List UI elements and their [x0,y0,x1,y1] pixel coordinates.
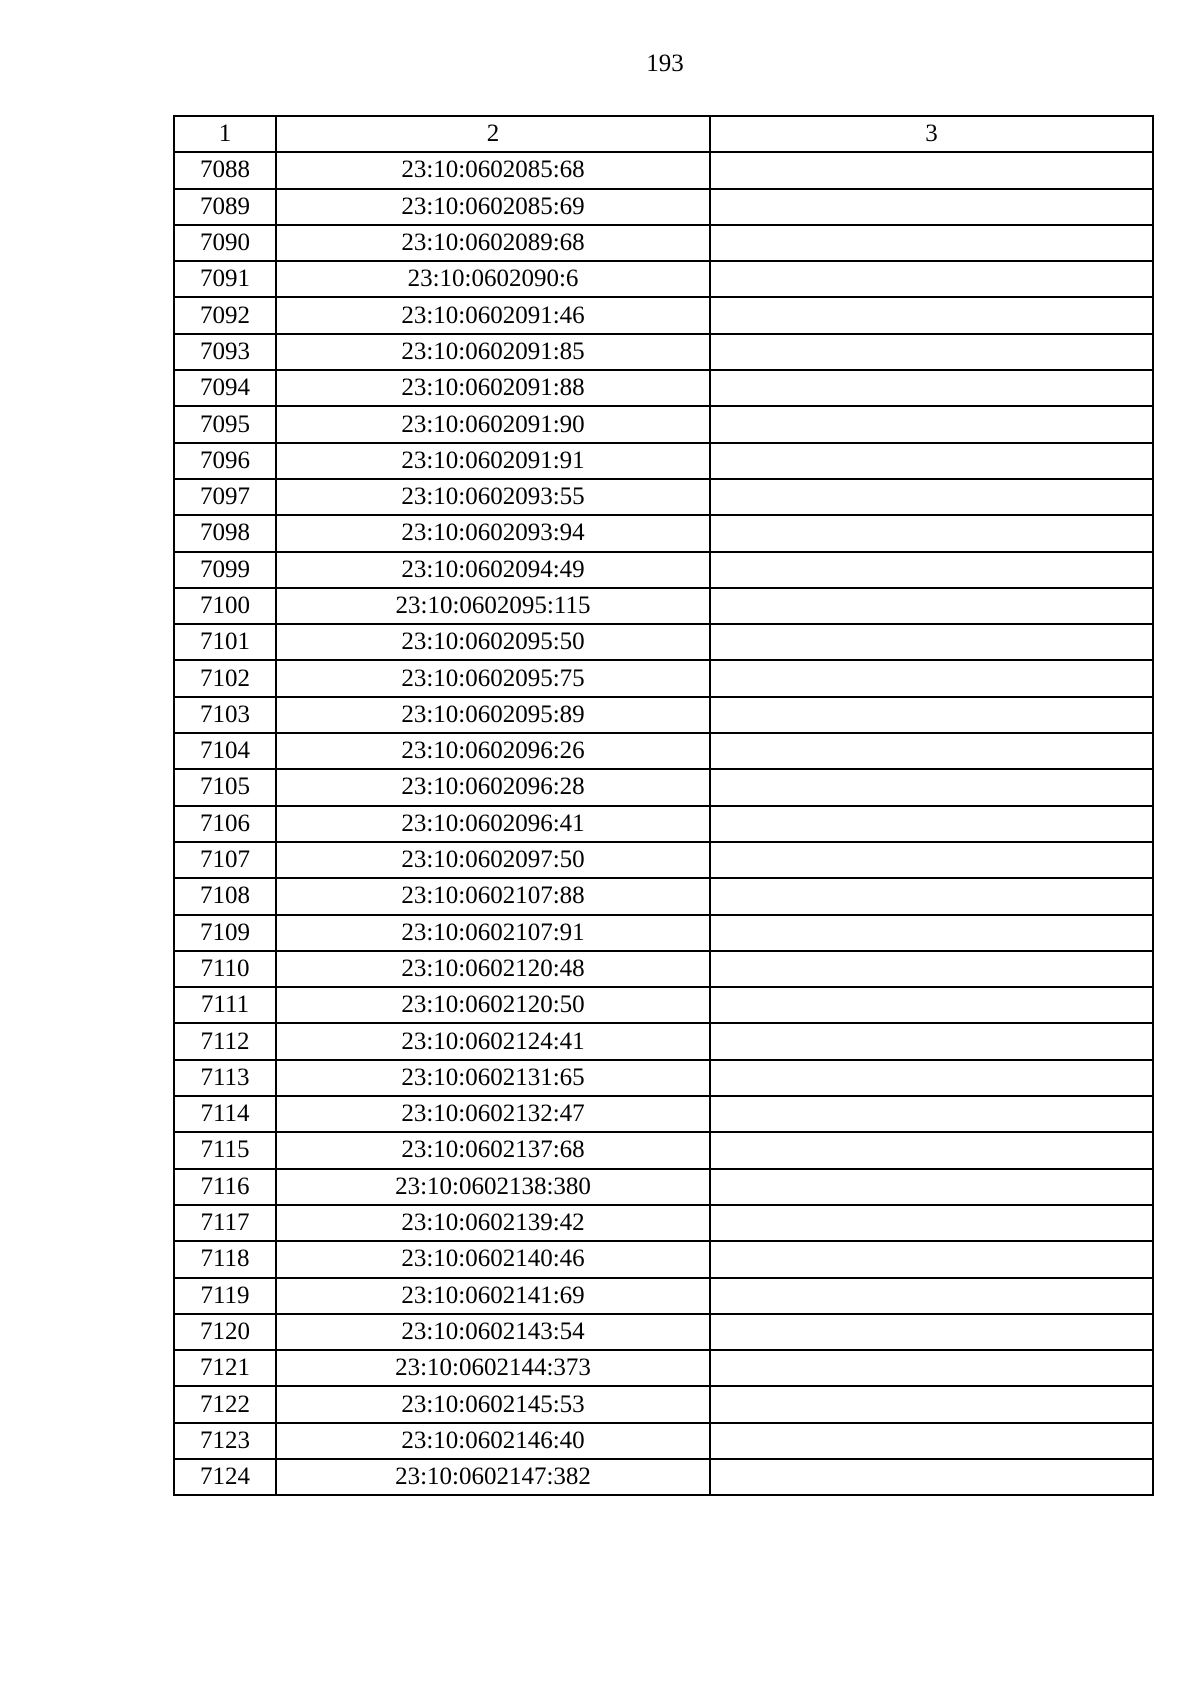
note-cell [710,225,1153,261]
row-number-cell: 7123 [174,1423,276,1459]
table-row [174,915,1153,951]
cadastral-number-cell: 23:10:0602138:380 [276,1169,710,1205]
cadastral-number-cell: 23:10:0602120:50 [276,987,710,1023]
table-row [174,1132,1153,1168]
cadastral-number-cell: 23:10:0602095:115 [276,588,710,624]
note-cell [710,1096,1153,1132]
table-row [174,1169,1153,1205]
row-number-cell: 7094 [174,370,276,406]
row-number-cell: 7114 [174,1096,276,1132]
cadastral-number-cell: 23:10:0602085:69 [276,189,710,225]
cadastral-number-cell: 23:10:0602124:41 [276,1023,710,1059]
note-cell [710,1459,1153,1495]
table-body [174,152,1153,1495]
row-number-cell: 7115 [174,1132,276,1168]
cadastral-number-cell: 23:10:0602146:40 [276,1423,710,1459]
row-number-cell: 7113 [174,1060,276,1096]
row-number-cell: 7116 [174,1169,276,1205]
row-number-cell: 7118 [174,1241,276,1277]
row-number-cell: 7122 [174,1386,276,1422]
table-row [174,334,1153,370]
note-cell [710,842,1153,878]
note-cell [710,297,1153,333]
row-number-cell: 7089 [174,189,276,225]
table-row [174,624,1153,660]
row-number-cell: 7121 [174,1350,276,1386]
cadastral-number-cell: 23:10:0602093:55 [276,479,710,515]
row-number-cell: 7096 [174,443,276,479]
cadastral-number-cell: 23:10:0602089:68 [276,225,710,261]
cadastral-number-cell: 23:10:0602139:42 [276,1205,710,1241]
table-row [174,1096,1153,1132]
table-row [174,261,1153,297]
cadastral-number-cell: 23:10:0602131:65 [276,1060,710,1096]
note-cell [710,733,1153,769]
cadastral-number-cell: 23:10:0602096:28 [276,769,710,805]
note-cell [710,697,1153,733]
row-number-cell: 7097 [174,479,276,515]
table-row [174,697,1153,733]
cadastral-number-cell: 23:10:0602095:89 [276,697,710,733]
table-row [174,1459,1153,1495]
cadastral-number-cell: 23:10:0602097:50 [276,842,710,878]
row-number-cell: 7112 [174,1023,276,1059]
cadastral-number-cell: 23:10:0602091:46 [276,297,710,333]
table-row [174,225,1153,261]
table-row [174,1060,1153,1096]
note-cell [710,334,1153,370]
row-number-cell: 7095 [174,406,276,442]
cadastral-number-cell: 23:10:0602091:90 [276,406,710,442]
cadastral-number-cell: 23:10:0602145:53 [276,1386,710,1422]
table-row [174,987,1153,1023]
table-row [174,1350,1153,1386]
note-cell [710,1241,1153,1277]
note-cell [710,1205,1153,1241]
row-number-cell: 7107 [174,842,276,878]
cadastral-number-cell: 23:10:0602090:6 [276,261,710,297]
cadastral-number-cell: 23:10:0602140:46 [276,1241,710,1277]
column-header-2: 2 [276,116,710,152]
row-number-cell: 7090 [174,225,276,261]
table-row [174,1278,1153,1314]
note-cell [710,1023,1153,1059]
note-cell [710,552,1153,588]
note-cell [710,915,1153,951]
cadastral-number-cell: 23:10:0602094:49 [276,552,710,588]
table-row [174,878,1153,914]
table-row [174,552,1153,588]
table-row [174,1205,1153,1241]
row-number-cell: 7099 [174,552,276,588]
note-cell [710,1350,1153,1386]
table-row [174,297,1153,333]
cadastral-number-cell: 23:10:0602147:382 [276,1459,710,1495]
row-number-cell: 7088 [174,152,276,188]
row-number-cell: 7120 [174,1314,276,1350]
cadastral-number-cell: 23:10:0602096:26 [276,733,710,769]
column-header-3: 3 [710,116,1153,152]
row-number-cell: 7111 [174,987,276,1023]
table-row [174,842,1153,878]
note-cell [710,660,1153,696]
table-row [174,1023,1153,1059]
note-cell [710,189,1153,225]
note-cell [710,1132,1153,1168]
note-cell [710,1060,1153,1096]
row-number-cell: 7104 [174,733,276,769]
cadastral-number-cell: 23:10:0602144:373 [276,1350,710,1386]
note-cell [710,152,1153,188]
table-row [174,733,1153,769]
note-cell [710,1278,1153,1314]
row-number-cell: 7098 [174,515,276,551]
row-number-cell: 7109 [174,915,276,951]
note-cell [710,1169,1153,1205]
row-number-cell: 7105 [174,769,276,805]
note-cell [710,987,1153,1023]
note-cell [710,624,1153,660]
note-cell [710,769,1153,805]
note-cell [710,951,1153,987]
table-row [174,1241,1153,1277]
row-number-cell: 7103 [174,697,276,733]
cadastral-number-cell: 23:10:0602085:68 [276,152,710,188]
note-cell [710,1423,1153,1459]
cadastral-number-cell: 23:10:0602093:94 [276,515,710,551]
table-row [174,806,1153,842]
table-row [174,1423,1153,1459]
table-row [174,406,1153,442]
note-cell [710,806,1153,842]
note-cell [710,370,1153,406]
cadastral-number-cell: 23:10:0602137:68 [276,1132,710,1168]
table-header-row [174,116,1153,152]
note-cell [710,479,1153,515]
row-number-cell: 7106 [174,806,276,842]
table-row [174,660,1153,696]
table-row [174,370,1153,406]
table-row [174,588,1153,624]
note-cell [710,443,1153,479]
table-row [174,479,1153,515]
page-number: 193 [646,50,684,77]
cadastral-number-cell: 23:10:0602091:85 [276,334,710,370]
row-number-cell: 7110 [174,951,276,987]
row-number-cell: 7093 [174,334,276,370]
note-cell [710,261,1153,297]
column-header-1: 1 [174,116,276,152]
note-cell [710,878,1153,914]
cadastral-number-cell: 23:10:0602120:48 [276,951,710,987]
row-number-cell: 7108 [174,878,276,914]
cadastral-number-cell: 23:10:0602096:41 [276,806,710,842]
row-number-cell: 7102 [174,660,276,696]
table-row [174,152,1153,188]
note-cell [710,588,1153,624]
row-number-cell: 7100 [174,588,276,624]
cadastral-number-cell: 23:10:0602091:88 [276,370,710,406]
cadastral-number-cell: 23:10:0602132:47 [276,1096,710,1132]
row-number-cell: 7091 [174,261,276,297]
cadastral-number-cell: 23:10:0602143:54 [276,1314,710,1350]
row-number-cell: 7101 [174,624,276,660]
table-row [174,769,1153,805]
table-row [174,515,1153,551]
table-row [174,189,1153,225]
cadastral-number-cell: 23:10:0602091:91 [276,443,710,479]
table-row [174,1314,1153,1350]
cadastral-number-cell: 23:10:0602095:50 [276,624,710,660]
note-cell [710,515,1153,551]
row-number-cell: 7117 [174,1205,276,1241]
cadastral-number-cell: 23:10:0602141:69 [276,1278,710,1314]
note-cell [710,406,1153,442]
cadastral-number-cell: 23:10:0602095:75 [276,660,710,696]
cadastral-table [173,115,1154,1496]
note-cell [710,1386,1153,1422]
table-row [174,443,1153,479]
row-number-cell: 7119 [174,1278,276,1314]
note-cell [710,1314,1153,1350]
row-number-cell: 7092 [174,297,276,333]
cadastral-number-cell: 23:10:0602107:88 [276,878,710,914]
table-row [174,951,1153,987]
table-row [174,1386,1153,1422]
row-number-cell: 7124 [174,1459,276,1495]
cadastral-number-cell: 23:10:0602107:91 [276,915,710,951]
